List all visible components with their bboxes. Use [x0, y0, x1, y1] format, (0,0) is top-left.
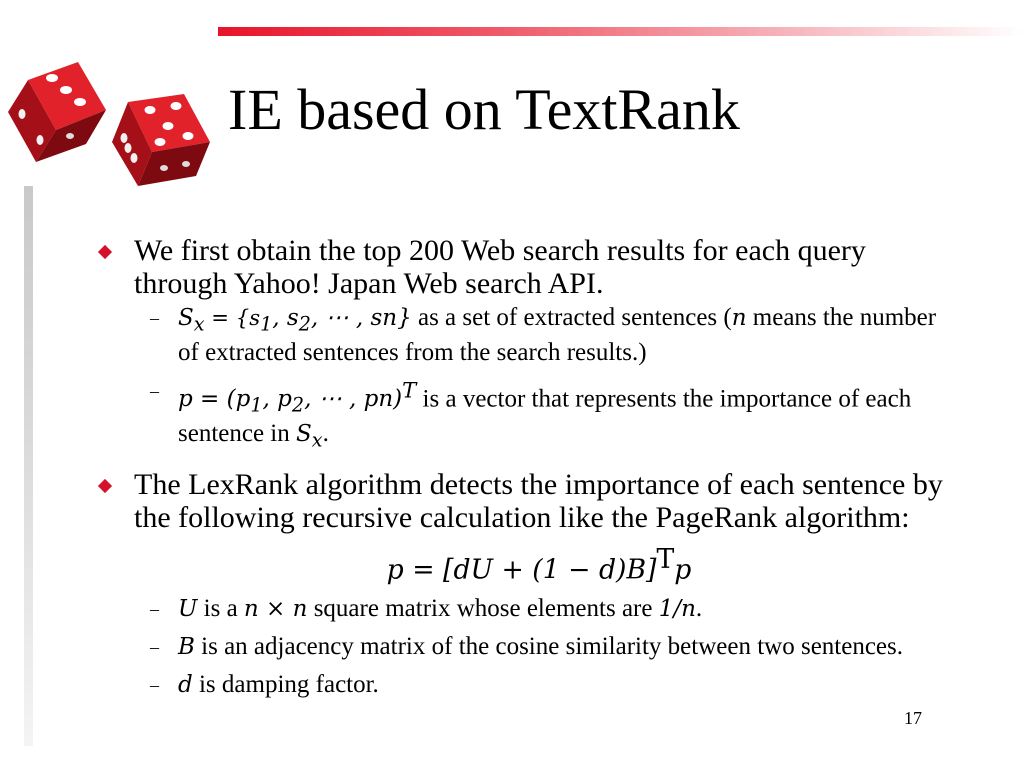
- math-p: $p = (p_1$, $p_2$, ⋯ , pn)$^T$: [178, 377, 417, 417]
- sub-item-u: – U is a n × n square matrix whose elements are 1/n.: [150, 595, 703, 623]
- slide-content: [96, 234, 944, 699]
- top-accent-rule: [218, 27, 1024, 36]
- dash-icon: –: [150, 308, 159, 328]
- sub-item-p: – $p = (p_1$, $p_2$, ⋯ , pn)$^T$ is a vector that represents the importance of each sentence in $S_x$.: [150, 377, 912, 452]
- bullet-item: [96, 234, 944, 300]
- red-diamond-icon: [98, 245, 112, 259]
- red-dice-icon: [0, 50, 220, 190]
- dash-icon: –: [150, 380, 159, 401]
- bullet-text: The LexRank algorithm detects the importance of each sentence by the following recursive calculation like the PageRank algorithm:: [134, 468, 943, 535]
- die-right: [112, 94, 210, 186]
- sub-item-sx: – $S_x = \{s_1$, $s_2$, ⋯ , sn} as a set of extracted sentences (n means the number of extracted sentences from the search results.): [150, 304, 937, 366]
- dash-icon: –: [150, 637, 159, 658]
- bullet-text: We first obtain the top 200 Web search results for each query through Yahoo! Japan Web search API.: [134, 234, 866, 300]
- dash-icon: –: [150, 675, 159, 696]
- side-accent-rule: [24, 186, 33, 746]
- sub-item-d: – d is damping factor.: [150, 671, 379, 699]
- lexrank-equation: p = [dU + (1 − d)B]$^T$p: [386, 544, 692, 587]
- sub-item-b: – B is an adjacency matrix of the cosine similarity between two sentences.: [150, 633, 903, 661]
- dash-icon: –: [150, 599, 159, 620]
- math-sx: $S_x = \{s_1$, $s_2$, ⋯ , sn}: [178, 305, 412, 336]
- die-left: [8, 62, 106, 162]
- red-diamond-icon: [98, 479, 112, 493]
- page-number: 17: [904, 708, 922, 728]
- bullet-item: [96, 468, 944, 534]
- slide-title: IE based on TextRank: [228, 77, 740, 142]
